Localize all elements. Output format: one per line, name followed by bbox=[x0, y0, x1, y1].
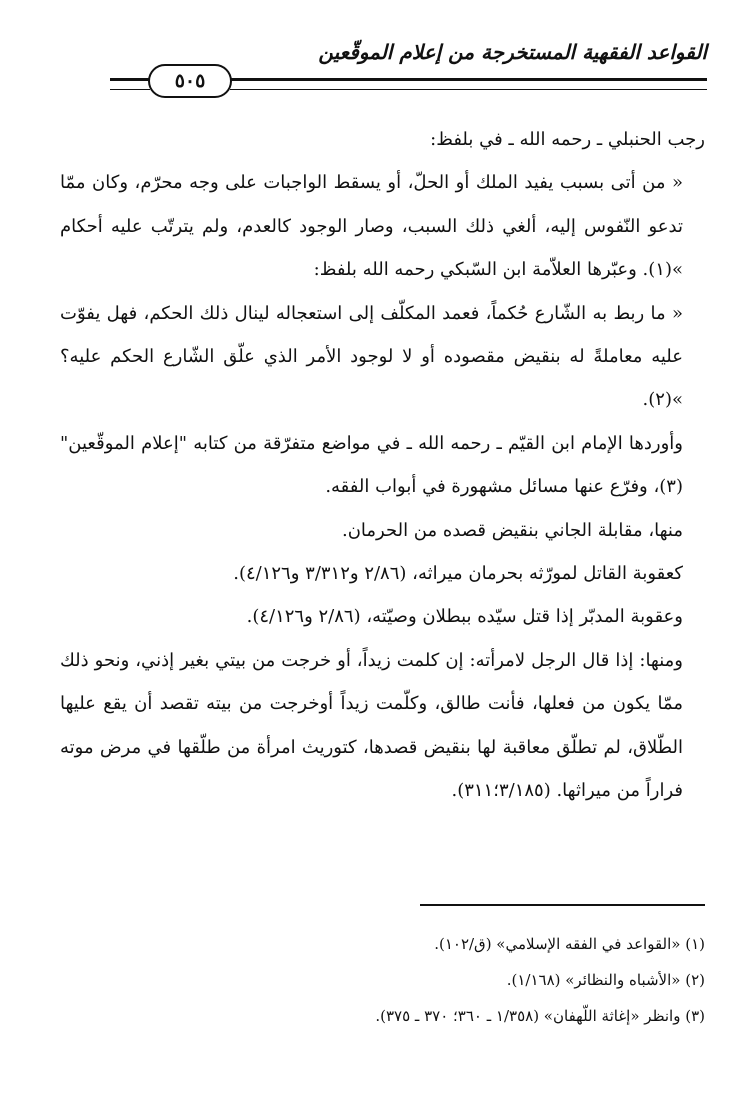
footnote: (٣) وانظر «إغاثة اللّهفان» (١/٣٥٨ ـ ٣٦٠؛ ٣٧٠ ـ ٣٧٥). bbox=[375, 1007, 705, 1025]
paragraph: وأوردها الإمام ابن القيّم ـ رحمه الله ـ في مواضع متفرّقة من كتابه "إعلام الموقّعين"(٣)، وفرّع عنها مسائل مشهورة في أبواب الفقه. bbox=[60, 432, 683, 498]
header-rule bbox=[230, 78, 707, 90]
footnote: (٢) «الأشباه والنظائر» (١/١٦٨). bbox=[506, 971, 705, 989]
footnotes bbox=[60, 926, 705, 1034]
paragraph: كعقوبة القاتل لمورّثه بحرمان ميراثه، (٢/٨٦ و٣/٣١٢ و٤/١٢٦). bbox=[233, 563, 683, 585]
footnote: (١) «القواعد في الفقه الإسلامي» (ق/١٠٢). bbox=[434, 935, 705, 953]
quote-paragraph: « ما ربط به الشّارع حُكماً، فعمد المكلّف إلى استعجاله لينال ذلك الحكم، فهل يفوّت عليه معاملةً له بنقيض مقصوده أو لا لوجود الأمر الذي علّق الشّارع الحكم عليه؟ »(٢). bbox=[60, 302, 683, 411]
paragraph: وعقوبة المدبّر إذا قتل سيّده ببطلان وصيّته، (٢/٨٦ و٤/١٢٦). bbox=[246, 606, 683, 628]
header-rule-left bbox=[110, 78, 150, 90]
paragraph: ومنها: إذا قال الرجل لامرأته: إن كلمت زيداً، أو خرجت من بيتي بغير إذني، ونحو ذلك ممّا يكون من فعلها، فأنت طالق، وكلّمت زيداً أوخرجت من بيته تقصد أن يقع عليها الطّلاق، لم تطلّق معاقبة لها بنقيض قصدها، كتوريث امرأة من طلّقها في مرض موته فراراً من ميراثها. (٣/١٨٥؛٣١١). bbox=[60, 649, 683, 802]
running-title: القواعد الفقهية المستخرجة من إعلام الموقّعين bbox=[318, 40, 707, 64]
footnote-rule bbox=[420, 904, 705, 906]
quote-paragraph: « من أتى بسبب يفيد الملك أو الحلّ، أو يسقط الواجبات على وجه محرّم، وكان ممّا تدعو النّفوس إليه، ألغي ذلك السبب، وصار الوجود كالعدم، ولم يترتّب عليه أحكام »(١). وعبّرها العلاّمة ابن السّبكي رحمه الله بلفظ: bbox=[60, 172, 683, 281]
page-number: ٥٠٥ bbox=[148, 64, 232, 98]
body-text bbox=[60, 118, 705, 813]
paragraph: منها، مقابلة الجاني بنقيض قصده من الحرمان. bbox=[341, 519, 683, 541]
paragraph: رجب الحنبلي ـ رحمه الله ـ في بلفظ: bbox=[430, 129, 705, 150]
